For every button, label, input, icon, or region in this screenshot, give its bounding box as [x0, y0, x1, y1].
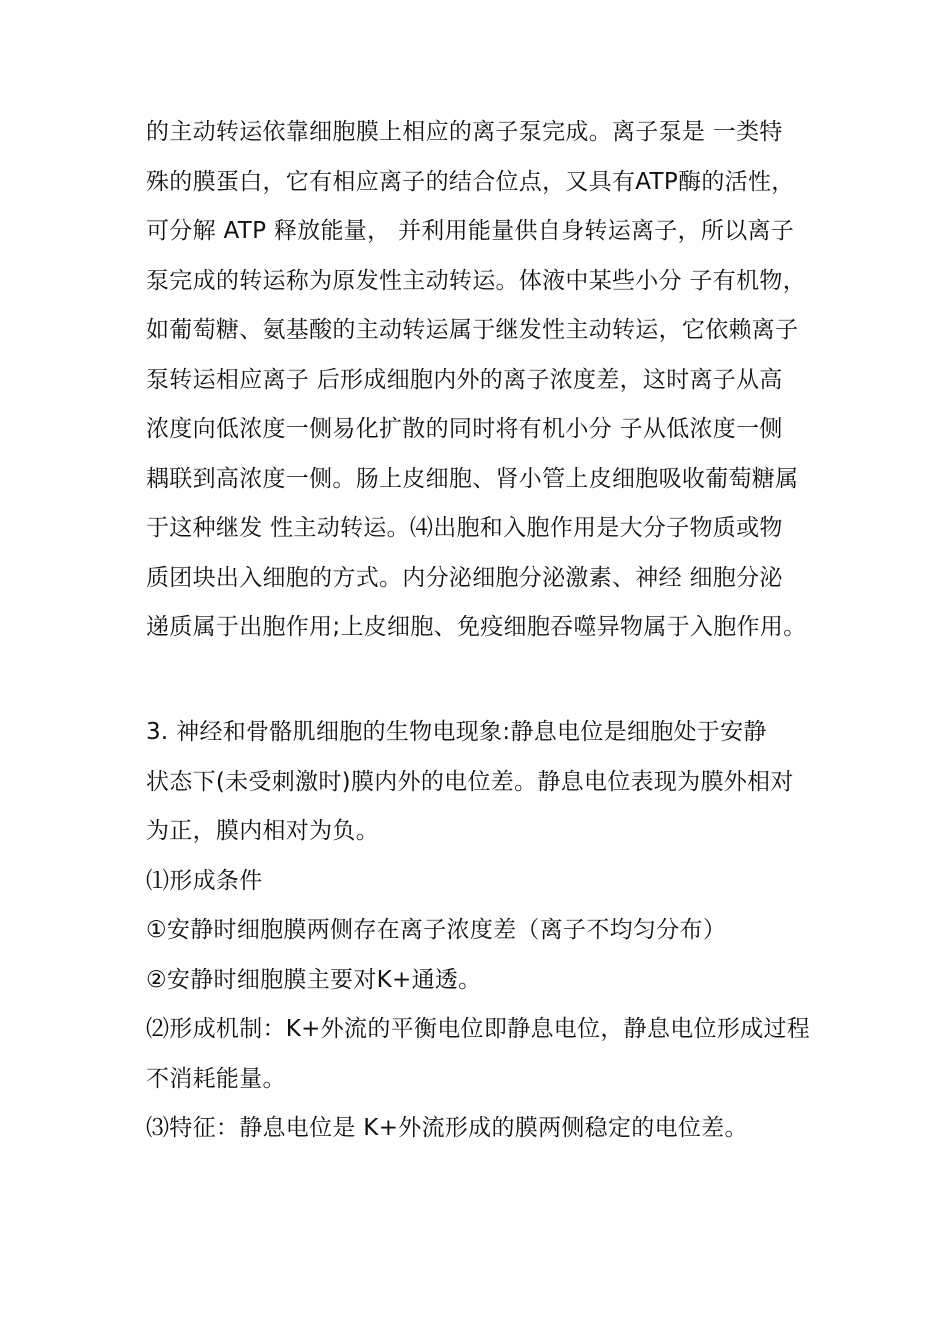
text-line: 质团块出入细胞的方式。内分泌细胞分泌激素、神经 细胞分泌 — [146, 564, 783, 591]
list-item: ①安静时细胞膜两侧存在离子浓度差（离子不均匀分布） — [146, 917, 727, 943]
section-heading-line: 3. 神经和骨骼肌细胞的生物电现象:静息电位是细胞处于安静 — [146, 719, 767, 745]
text-line: 的主动转运依靠细胞膜上相应的离子泵完成。离子泵是 一类特 — [146, 119, 783, 145]
paragraph-active-transport — [146, 108, 826, 653]
text-line: 泵完成的转运称为原发性主动转运。体液中某些小分 子有机物， — [146, 267, 807, 294]
text-line: 殊的膜蛋白，它有相应离子的结合位点，又具有ATP酶的活性， — [146, 168, 795, 195]
text-line: 泵转运相应离子 后形成细胞内外的离子浓度差，这时离子从高 — [146, 366, 783, 393]
text-line: 状态下(未受刺激时)膜内外的电位差。静息电位表现为膜外相对 — [146, 768, 794, 795]
text-line: 不消耗能量。 — [146, 1065, 286, 1092]
text-line: ⑵形成机制：K+外流的平衡电位即静息电位，静息电位形成过程 — [146, 1016, 811, 1042]
paragraph-resting-potential — [146, 708, 826, 1154]
text-line: ⑶特征：静息电位是 K+外流形成的膜两侧稳定的电位差。 — [146, 1115, 748, 1141]
text-line: 于这种继发 性主动转运。⑷出胞和入胞作用是大分子物质或物 — [146, 515, 783, 541]
text-line: 浓度向低浓度一侧易化扩散的同时将有机小分 子从低浓度一侧 — [146, 416, 783, 442]
text-line: 为正，膜内相对为负。 — [146, 818, 379, 844]
text-line: 如葡萄糖、氨基酸的主动转运属于继发性主动转运，它依赖离子 — [146, 317, 799, 343]
text-line: 可分解 ATP 释放能量， 并利用能量供自身转运离子，所以离子 — [146, 218, 795, 244]
text-line: 递质属于出胞作用;上皮细胞、免疫细胞吞噬异物属于入胞作用。 — [146, 614, 807, 640]
text-line: 耦联到高浓度一侧。肠上皮细胞、肾小管上皮细胞吸收葡萄糖属 — [146, 465, 799, 492]
subheading-formation-conditions: ⑴形成条件 — [146, 867, 263, 894]
list-item: ②安静时细胞膜主要对K+通透。 — [146, 966, 482, 993]
